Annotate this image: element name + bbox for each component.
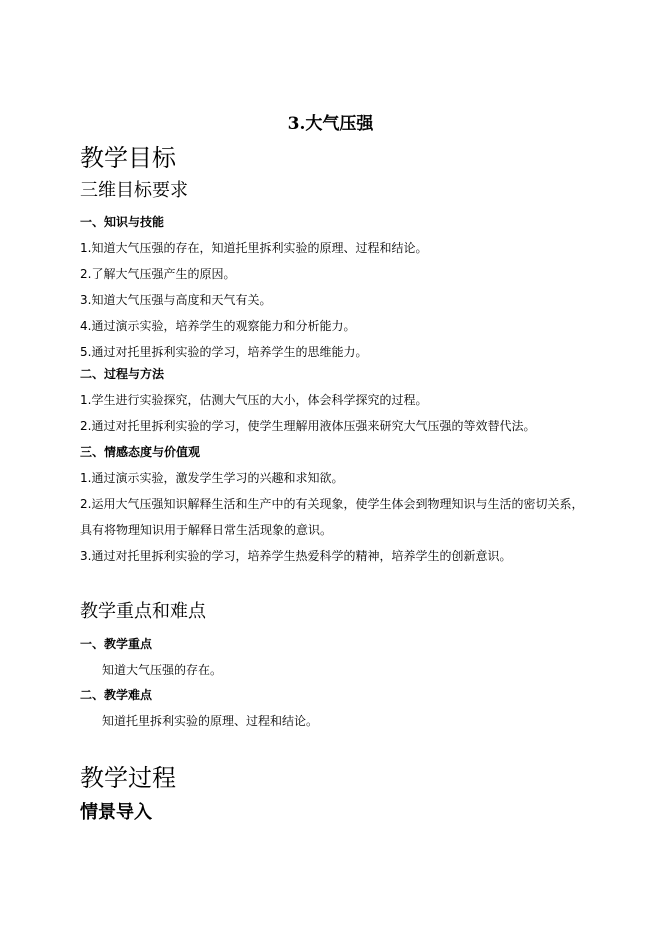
difficulty-text: 知道托里拆利实验的原理、过程和结论。 [102, 714, 319, 728]
section-heading-teaching-goals: 教学目标 [80, 144, 176, 172]
list-item: 2.通过对托里拆利实验的学习，使学生理解用液体压强来研究大气压强的等效替代法。 [80, 419, 536, 433]
subheading-three-dimensional-goals: 三维目标要求 [80, 180, 188, 201]
heading-teaching-focus: 一、教学重点 [80, 637, 153, 651]
section-heading-teaching-process: 教学过程 [80, 764, 176, 792]
heading-attitudes-values: 三、情感态度与价值观 [80, 445, 201, 459]
section-heading-key-difficult-points: 教学重点和难点 [80, 601, 206, 622]
heading-teaching-difficulty: 二、教学难点 [80, 688, 153, 702]
list-item: 4.通过演示实验，培养学生的观察能力和分析能力。 [80, 319, 356, 333]
heading-knowledge-skills: 一、知识与技能 [80, 215, 165, 229]
list-item: 1.学生进行实验探究，估测大气压的大小，体会科学探究的过程。 [80, 393, 428, 407]
list-item: 1.通过演示实验，激发学生学习的兴趣和求知欲。 [80, 471, 344, 485]
list-item: 2.运用大气压强知识解释生活和生产中的有关现象，使学生体会到物理知识与生活的密切关系，具有将物理知识用于解释日常生活现象的意识。 [80, 497, 584, 537]
list-item: 1.知道大气压强的存在，知道托里拆利实验的原理、过程和结论。 [80, 241, 428, 255]
list-item: 2.了解大气压强产生的原因。 [80, 267, 236, 281]
list-item: 3.通过对托里拆利实验的学习，培养学生热爱科学的精神，培养学生的创新意识。 [80, 549, 512, 563]
document-title: 3.大气压强 [287, 114, 374, 134]
focus-text: 知道大气压强的存在。 [102, 663, 223, 677]
heading-process-methods: 二、过程与方法 [80, 367, 165, 381]
subheading-scenario-intro: 情景导入 [80, 802, 152, 823]
list-item: 5.通过对托里拆利实验的学习，培养学生的思维能力。 [80, 345, 368, 359]
list-item: 3.知道大气压强与高度和天气有关。 [80, 293, 272, 307]
